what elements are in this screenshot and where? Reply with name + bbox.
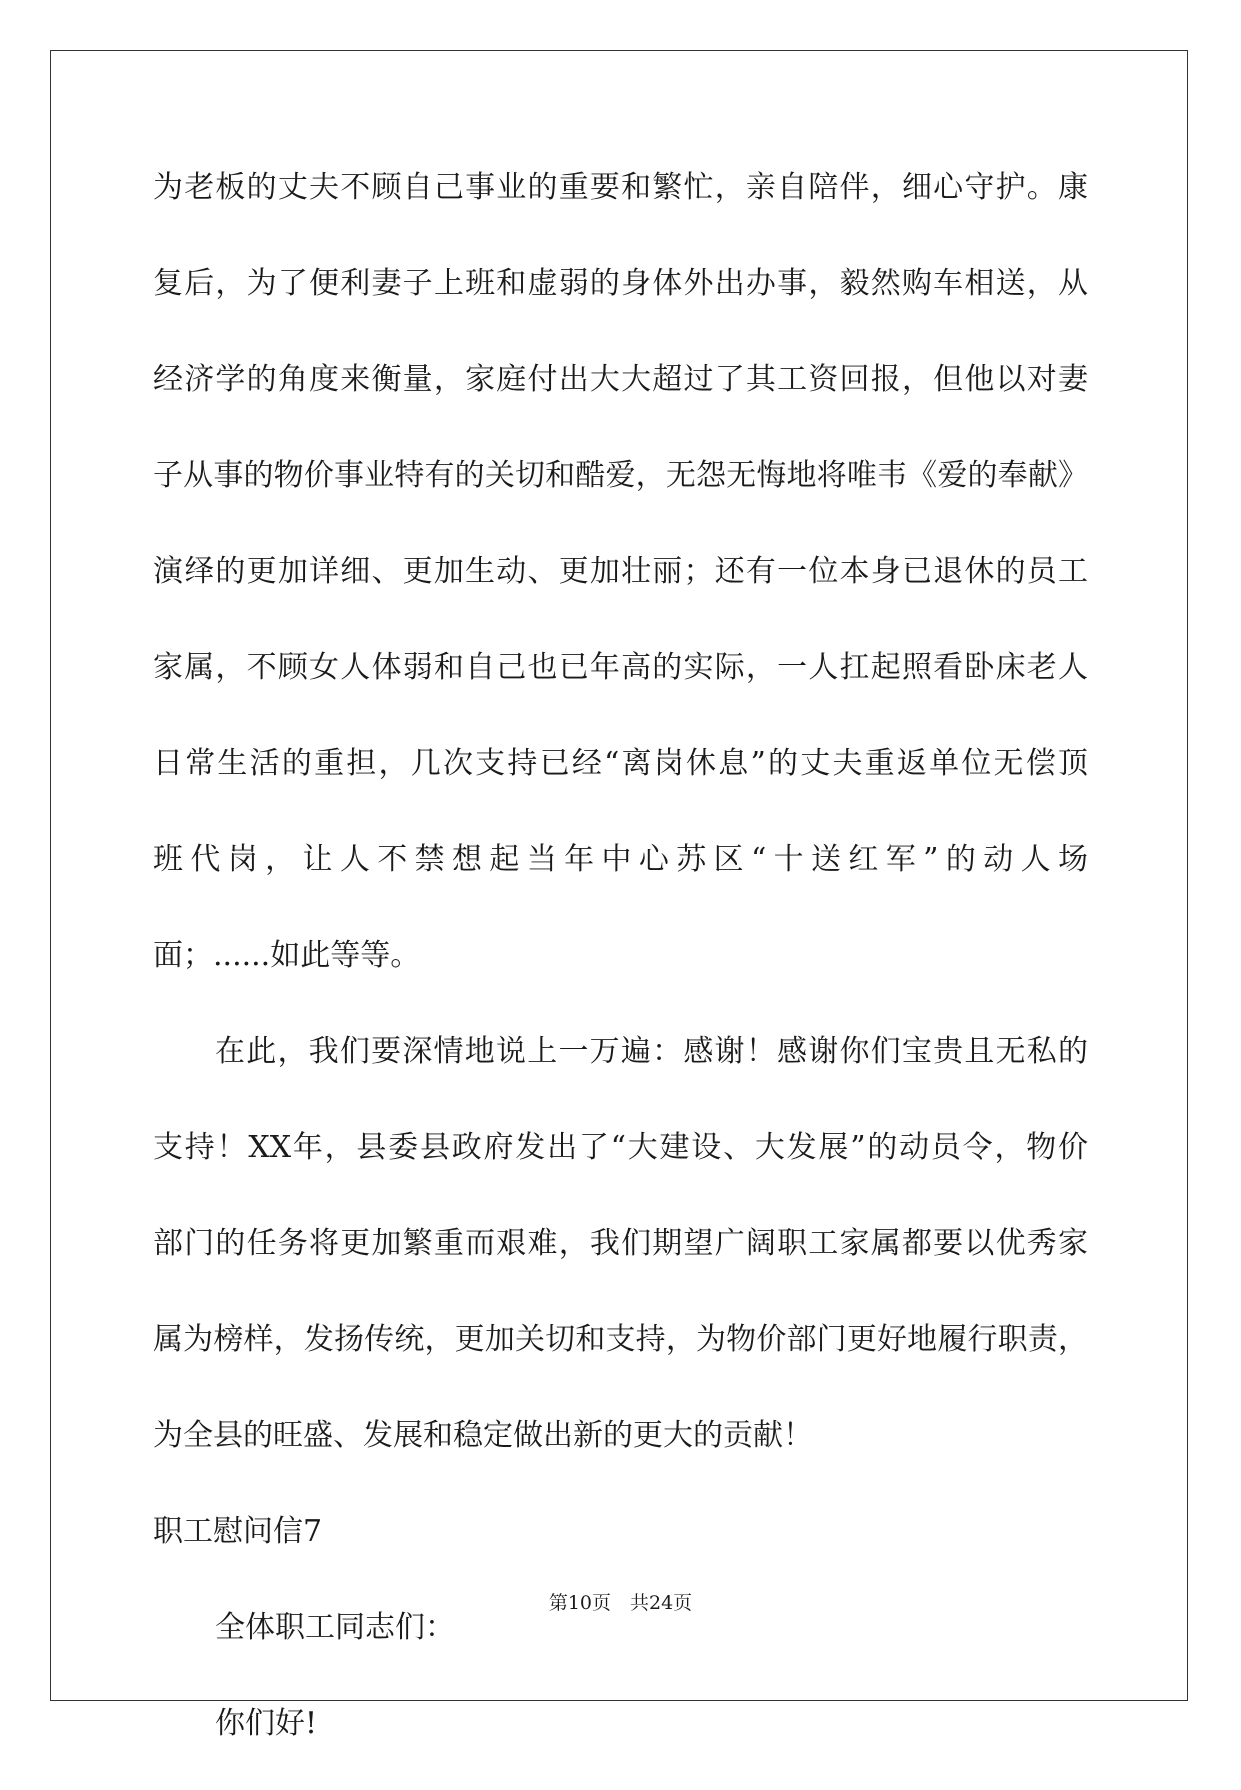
paragraph-line: 属为榜样，发扬传统，更加关切和支持，为物价部门更好地履行职责，: [153, 1322, 1088, 1357]
paragraph-line: 支持！XX年，县委县政府发出了“大建设、大发展”的动员令，物价: [153, 1130, 1088, 1165]
salutation: 全体职工同志们：: [215, 1610, 455, 1645]
document-body: [153, 158, 1088, 1790]
paragraph-line: 部门的任务将更加繁重而艰难，我们期望广阔职工家属都要以优秀家: [153, 1226, 1088, 1261]
section-heading: 职工慰问信7: [153, 1514, 323, 1549]
paragraph-line: 家属，不顾女人体弱和自己也已年高的实际，一人扛起照看卧床老人: [153, 650, 1088, 685]
paragraph-line: 日常生活的重担，几次支持已经“离岗休息”的丈夫重返单位无偿顶: [153, 746, 1088, 781]
paragraph-line: 复后，为了便利妻子上班和虚弱的身体外出办事，毅然购车相送，从: [153, 266, 1088, 301]
paragraph-line: 为老板的丈夫不顾自己事业的重要和繁忙，亲自陪伴，细心守护。康: [153, 170, 1088, 205]
paragraph-line: 面；......如此等等。: [153, 938, 421, 973]
paragraph-line: 为全县的旺盛、发展和稳定做出新的更大的贡献！: [153, 1418, 813, 1453]
greeting: 你们好!: [215, 1706, 318, 1741]
paragraph-line: 子从事的物价事业特有的关切和酷爱，无怨无悔地将唯韦《爱的奉献》: [153, 458, 1088, 493]
paragraph-line: 经济学的角度来衡量，家庭付出大大超过了其工资回报，但他以对妻: [153, 362, 1088, 397]
paragraph-line: 演绎的更加详细、更加生动、更加壮丽；还有一位本身已退休的员工: [153, 554, 1088, 589]
paragraph-line: 班代岗，让人不禁想起当年中心苏区“十送红军”的动人场: [153, 842, 1088, 877]
paragraph-line: 在此，我们要深情地说上一万遍：感谢！感谢你们宝贵且无私的: [215, 1034, 1088, 1069]
page-number-footer: 第10页 共24页: [548, 1592, 693, 1614]
